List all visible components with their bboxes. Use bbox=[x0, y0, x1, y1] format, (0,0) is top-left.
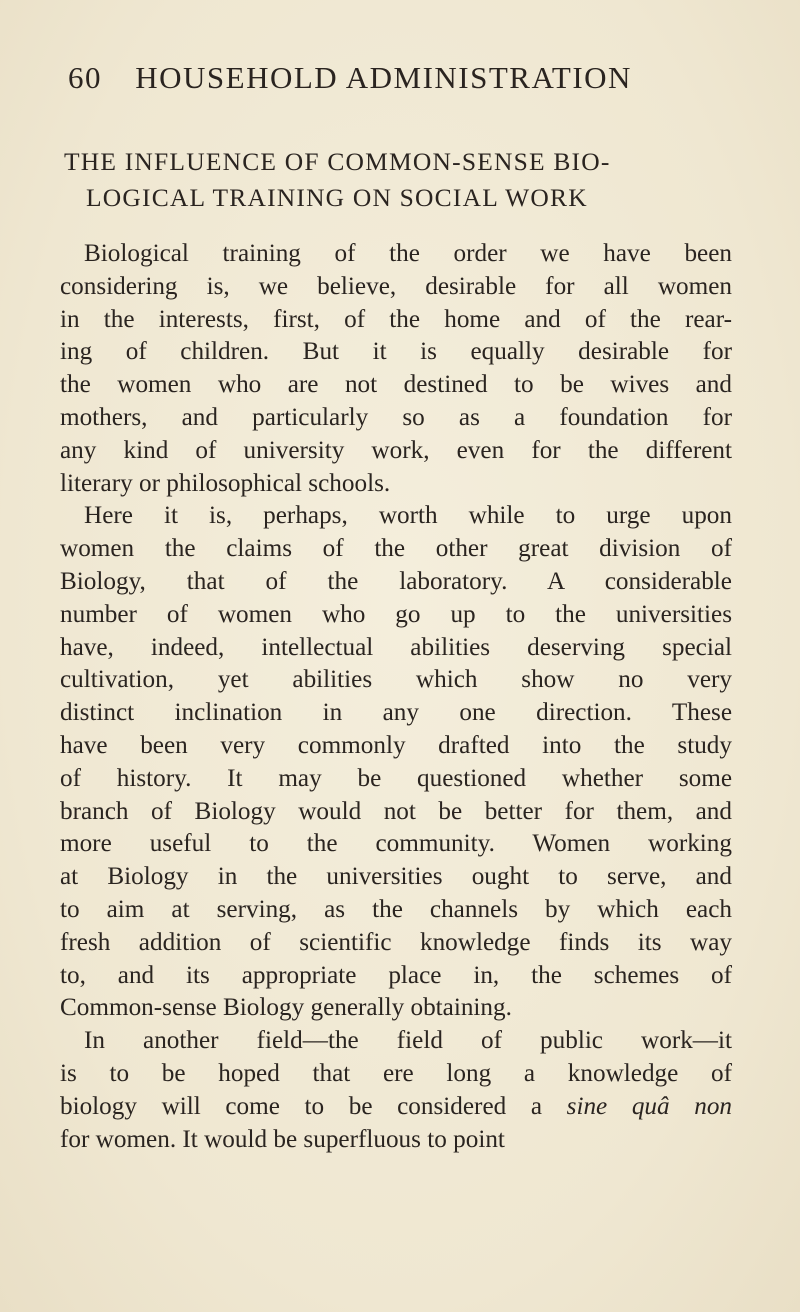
paragraph-2-line: to, and its appropriate place in, the schemes of bbox=[60, 961, 732, 989]
italic-phrase: sine quâ non bbox=[566, 1092, 733, 1120]
running-head-title: HOUSEHOLD ADMINISTRATION bbox=[135, 60, 632, 95]
paragraph-1-line: any kind of university work, even for the different bbox=[60, 436, 732, 464]
paragraph-3-line: for women. It would be superfluous to point bbox=[60, 1125, 505, 1153]
paragraph-2-line: of history. It may be questioned whether some bbox=[60, 764, 732, 792]
paragraph-2-line: have, indeed, intellectual abilities deserving special bbox=[60, 633, 732, 661]
paragraph-2-line: more useful to the community. Women working bbox=[60, 830, 732, 858]
paragraph-1-line: literary or philosophical schools. bbox=[60, 469, 391, 497]
paragraph-1-line: ing of children. But it is equally desirable for bbox=[60, 338, 732, 366]
section-title bbox=[64, 144, 684, 216]
paragraph-2-line: at Biology in the universities ought to serve, and bbox=[60, 863, 732, 891]
paragraph-3-line bbox=[60, 1091, 732, 1124]
section-title-line-1: THE INFLUENCE OF COMMON-SENSE BIO- bbox=[64, 147, 611, 176]
paragraph-2-line: fresh addition of scientific knowledge finds its way bbox=[60, 928, 732, 956]
running-head bbox=[68, 60, 708, 104]
paragraph-2-line: women the claims of the other great division of bbox=[60, 535, 732, 563]
paragraph-2-line: Common-sense Biology generally obtaining. bbox=[60, 994, 512, 1022]
paragraph-2-line: distinct inclination in any one direction. These bbox=[60, 699, 732, 727]
paragraph-3-line-text: biology will come to be considered a bbox=[60, 1092, 543, 1120]
section-title-line-2: LOGICAL TRAINING ON SOCIAL WORK bbox=[86, 183, 588, 212]
paragraph-2-line: to aim at serving, as the channels by which each bbox=[60, 895, 732, 923]
paragraph-2-line: number of women who go up to the universities bbox=[60, 600, 732, 628]
page-number: 60 bbox=[68, 60, 102, 95]
paragraph-2-line: branch of Biology would not be better for them, and bbox=[60, 797, 732, 825]
paragraph-2-line: Here it is, perhaps, worth while to urge upon bbox=[84, 502, 732, 530]
paragraph-2-line: have been very commonly drafted into the study bbox=[60, 731, 732, 759]
paragraph-1-line: considering is, we believe, desirable for all women bbox=[60, 272, 732, 300]
paragraph-1-line: the women who are not destined to be wives and bbox=[60, 371, 732, 399]
paragraph-1-line: mothers, and particularly so as a foundation for bbox=[60, 403, 732, 431]
body-text bbox=[60, 238, 732, 1156]
paragraph-2-line: Biology, that of the laboratory. A considerable bbox=[60, 567, 732, 595]
paragraph-1-line: Biological training of the order we have been bbox=[84, 240, 732, 267]
paragraph-1-line: in the interests, first, of the home and of the rear- bbox=[60, 305, 732, 333]
paragraph-2-line: cultivation, yet abilities which show no very bbox=[60, 666, 732, 694]
paragraph-3-line: In another field—the field of public work—it bbox=[84, 1027, 732, 1055]
paragraph-3-line: is to be hoped that ere long a knowledge of bbox=[60, 1059, 732, 1087]
